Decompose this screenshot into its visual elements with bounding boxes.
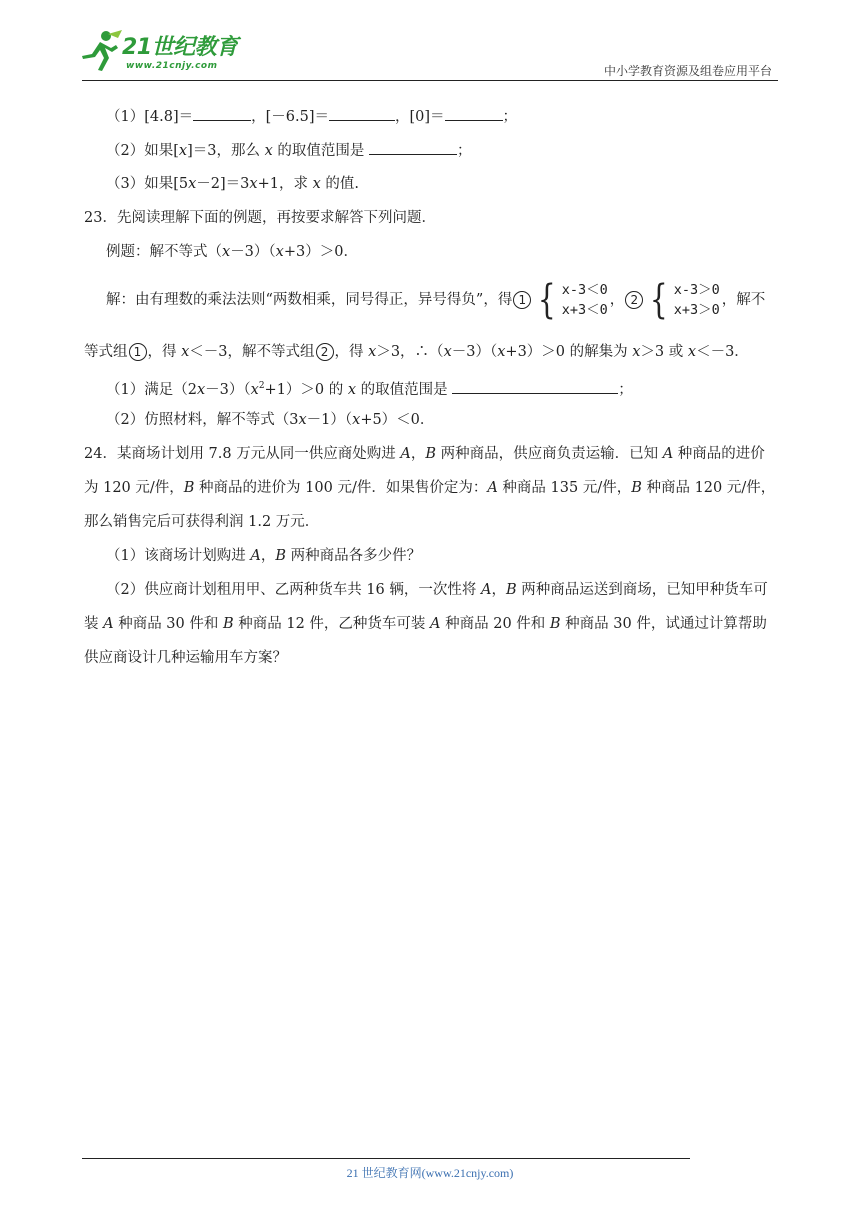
q22-part2: （2）如果[x]＝3，那么 x 的取值范围是 ； bbox=[106, 140, 471, 161]
q23-example: 例题：解不等式（x－3）（x+3）＞0． bbox=[106, 244, 358, 260]
footer-link[interactable]: 21 世纪教育网(www.21cnjy.com) bbox=[346, 1166, 514, 1180]
q24-part2-line1: （2）供应商计划租用甲、乙两种货车共 16 辆，一次性将 A，B 两种商品运送到商场，已知甲种货车可 bbox=[106, 582, 768, 598]
q24-line3: 那么销售完后可获得利润 1.2 万元． bbox=[84, 514, 320, 530]
logo-url: www.21cnjy.com bbox=[126, 61, 218, 71]
circled-1: 1 bbox=[513, 291, 531, 309]
page-header bbox=[0, 0, 860, 90]
inequality-system-1: { x-3＜0 x+3＜0 bbox=[538, 277, 608, 323]
q24-part2-line3: 供应商设计几种运输用车方案？ bbox=[84, 650, 287, 666]
q23-solution-line2: 等式组 1 ，得 x＜－3，解不等式组 2 ，得 x＞3，∴（x－3）（x+3）＞0 的解集为 x＞3 或 x＜－3． bbox=[84, 344, 749, 360]
circled-2: 2 bbox=[625, 291, 643, 309]
q23-part2: （2）仿照材料，解不等式（3x－1）（x+5）＜0． bbox=[106, 412, 435, 428]
q24-line1: 24．某商场计划用 7.8 万元从同一供应商处购进 A，B 两种商品，供应商负责运输．已知 A 种商品的进价 bbox=[84, 446, 765, 462]
platform-title: 中小学教育资源及组卷应用平台 bbox=[603, 64, 772, 78]
runner-logo-icon bbox=[78, 28, 124, 72]
logo-text: 21世纪教育 bbox=[122, 35, 238, 60]
q22-part1: （1）[4.8]＝ ，[－6.5]＝ ，[0]＝ ； bbox=[106, 106, 517, 127]
footer-divider bbox=[82, 1158, 690, 1159]
q23-part1: （1）满足$(2x-3)(x^2+1)>0$ 的 x 的取值范围是 ； bbox=[106, 376, 633, 400]
q24-part2-line2: 装 A 种商品 30 件和 B 种商品 12 件，乙种货车可装 A 种商品 20 件和 B 种商品 30 件，试通过计算帮助 bbox=[84, 616, 767, 632]
q22-part3: （3）如果[5x－2]＝3x+1，求 x 的值. bbox=[106, 176, 359, 192]
inequality-system-2: { x-3＞0 x+3＞0 bbox=[650, 277, 720, 323]
q23-solution-line1: 解：由有理数的乘法法则“两数相乘，同号得正，异号得负”，得 1 { x-3＜0 x+3＜0 ， 2 { x-3＞0 x+3＞0 ，解不 bbox=[106, 277, 766, 323]
header-divider bbox=[82, 80, 778, 81]
q23-title: 23．先阅读理解下面的例题，再按要求解答下列问题． bbox=[84, 210, 436, 226]
logo bbox=[78, 28, 258, 84]
q24-part1: （1）该商场计划购进 A，B 两种商品各多少件？ bbox=[106, 548, 422, 564]
q24-line2: 为 120 元/件，B 种商品的进价为 100 元/件．如果售价定为：A 种商品 135 元/件，B 种商品 120 元/件， bbox=[84, 480, 776, 496]
